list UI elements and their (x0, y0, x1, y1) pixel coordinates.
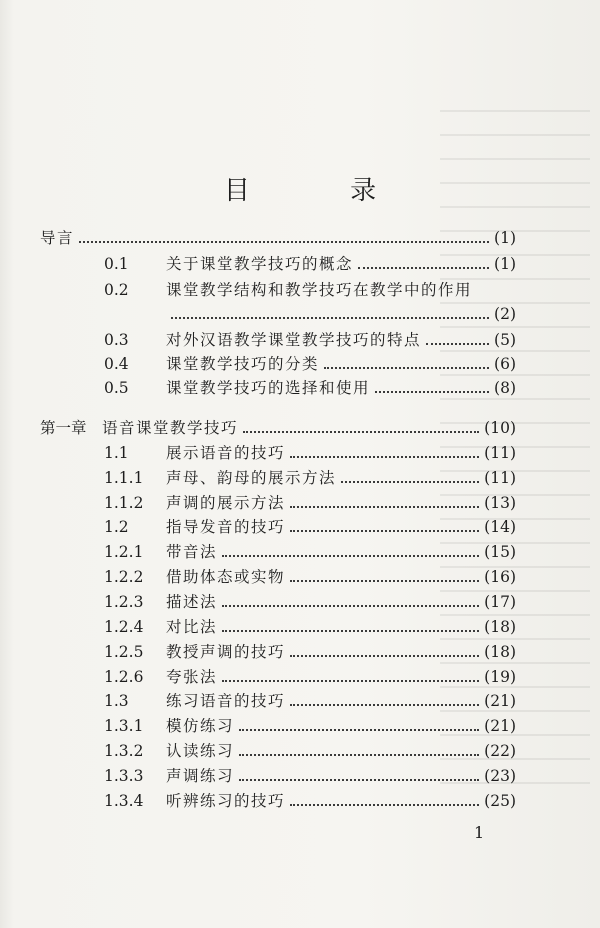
dot-leader (171, 317, 489, 319)
dot-leader (341, 481, 479, 483)
toc-entry[interactable] (40, 466, 516, 490)
dot-leader (222, 680, 479, 682)
toc-entry[interactable] (40, 376, 516, 400)
toc-page: (21) (484, 717, 516, 735)
toc-label: 对比法 (166, 618, 218, 636)
toc-entry[interactable] (40, 441, 516, 465)
toc-page: (1) (494, 229, 516, 247)
dot-leader (290, 804, 479, 806)
toc-page: (22) (484, 742, 516, 760)
toc-number: 1.2.6 (104, 668, 144, 686)
toc-page: (2) (494, 305, 516, 323)
toc-entry[interactable] (40, 328, 516, 352)
toc-entry[interactable] (40, 515, 516, 539)
toc-page: (11) (484, 444, 516, 462)
toc-entry[interactable] (40, 739, 516, 763)
toc-label: 关于课堂教学技巧的概念 (166, 255, 354, 273)
dot-leader (324, 367, 489, 369)
toc-entry[interactable] (40, 540, 516, 564)
toc-page: (10) (484, 419, 516, 437)
dot-leader (239, 729, 479, 731)
dot-leader (290, 456, 479, 458)
toc-number: 1.3.1 (104, 717, 144, 735)
toc-page: (17) (484, 593, 516, 611)
toc-page: (5) (494, 331, 516, 349)
toc-page: (16) (484, 568, 516, 586)
toc-page: (8) (494, 379, 516, 397)
toc-number: 0.1 (104, 255, 129, 273)
toc-entry[interactable] (40, 615, 516, 639)
dot-leader (426, 343, 489, 345)
toc-entry-introduction[interactable] (40, 226, 516, 250)
toc-label: 描述法 (166, 593, 218, 611)
toc-label: 展示语音的技巧 (166, 444, 286, 462)
toc-number: 1.2.2 (104, 568, 144, 586)
toc-number: 0.4 (104, 355, 129, 373)
toc-label: 导言 (40, 229, 75, 247)
toc-number: 1.1.2 (104, 494, 144, 512)
toc-label: 练习语音的技巧 (166, 692, 286, 710)
toc-number: 1.2.1 (104, 543, 144, 561)
toc-label: 声调的展示方法 (166, 494, 286, 512)
dot-leader (290, 580, 479, 582)
dot-leader (290, 530, 479, 532)
toc-page: (15) (484, 543, 516, 561)
toc-number: 1.3.2 (104, 742, 144, 760)
dot-leader (239, 754, 479, 756)
toc-label: 听辨练习的技巧 (166, 792, 286, 810)
dot-leader (222, 605, 479, 607)
toc-entry[interactable] (40, 491, 516, 515)
toc-entry[interactable] (40, 565, 516, 589)
toc-label: 语音课堂教学技巧 (102, 419, 239, 437)
toc-label: 声调练习 (166, 767, 235, 785)
toc-entry[interactable] (40, 689, 516, 713)
toc-number: 1.3.3 (104, 767, 144, 785)
toc-number: 1.2.5 (104, 643, 144, 661)
toc-page: (1) (494, 255, 516, 273)
dot-leader (239, 779, 479, 781)
dot-leader (79, 241, 489, 243)
toc-label: 认读练习 (166, 742, 235, 760)
toc-number: 1.3 (104, 692, 129, 710)
toc-label: 课堂教学结构和教学技巧在教学中的作用 (166, 281, 473, 299)
toc-number: 0.3 (104, 331, 129, 349)
toc-page: (13) (484, 494, 516, 512)
toc-entry[interactable] (40, 789, 516, 813)
toc-number: 0.2 (104, 281, 129, 299)
toc-label: 指导发音的技巧 (166, 518, 286, 536)
toc-page: (21) (484, 692, 516, 710)
toc-page: (18) (484, 618, 516, 636)
toc-label: 课堂教学技巧的分类 (166, 355, 320, 373)
toc-entry-continuation[interactable] (40, 302, 516, 326)
toc-number: 1.3.4 (104, 792, 144, 810)
toc-label: 对外汉语教学课堂教学技巧的特点 (166, 331, 422, 349)
toc-label: 夸张法 (166, 668, 218, 686)
toc-page: (6) (494, 355, 516, 373)
dot-leader (243, 431, 479, 433)
toc-entry[interactable] (40, 665, 516, 689)
dot-leader (375, 391, 489, 393)
page-title: 目 录 (223, 176, 423, 206)
toc-page: (18) (484, 643, 516, 661)
dot-leader (290, 506, 479, 508)
toc-number: 1.1 (104, 444, 129, 462)
toc-entry[interactable] (40, 278, 516, 302)
toc-entry[interactable] (40, 640, 516, 664)
toc-entry[interactable] (40, 764, 516, 788)
toc-number: 1.1.1 (104, 469, 144, 487)
toc-label: 声母、韵母的展示方法 (166, 469, 337, 487)
toc-page: (11) (484, 469, 516, 487)
toc-number: 1.2 (104, 518, 129, 536)
dot-leader (222, 630, 479, 632)
toc-entry-chapter-1[interactable] (40, 416, 516, 440)
toc-entry[interactable] (40, 352, 516, 376)
toc-number: 0.5 (104, 379, 129, 397)
toc-number: 1.2.3 (104, 593, 144, 611)
page-number: 1 (474, 823, 485, 842)
toc-number: 1.2.4 (104, 618, 144, 636)
toc-entry[interactable] (40, 714, 516, 738)
dot-leader (222, 555, 479, 557)
toc-page: (19) (484, 668, 516, 686)
toc-label: 带音法 (166, 543, 218, 561)
toc-label: 借助体态或实物 (166, 568, 286, 586)
toc-label: 模仿练习 (166, 717, 235, 735)
dot-leader (290, 655, 479, 657)
toc-entry[interactable] (40, 252, 516, 276)
toc-entry[interactable] (40, 590, 516, 614)
toc-number: 第一章 (40, 419, 87, 437)
dot-leader (358, 267, 489, 269)
toc-page: (25) (484, 792, 516, 810)
dot-leader (290, 704, 479, 706)
toc-page: (23) (484, 767, 516, 785)
toc-label: 课堂教学技巧的选择和使用 (166, 379, 371, 397)
toc-label: 教授声调的技巧 (166, 643, 286, 661)
toc-page: (14) (484, 518, 516, 536)
